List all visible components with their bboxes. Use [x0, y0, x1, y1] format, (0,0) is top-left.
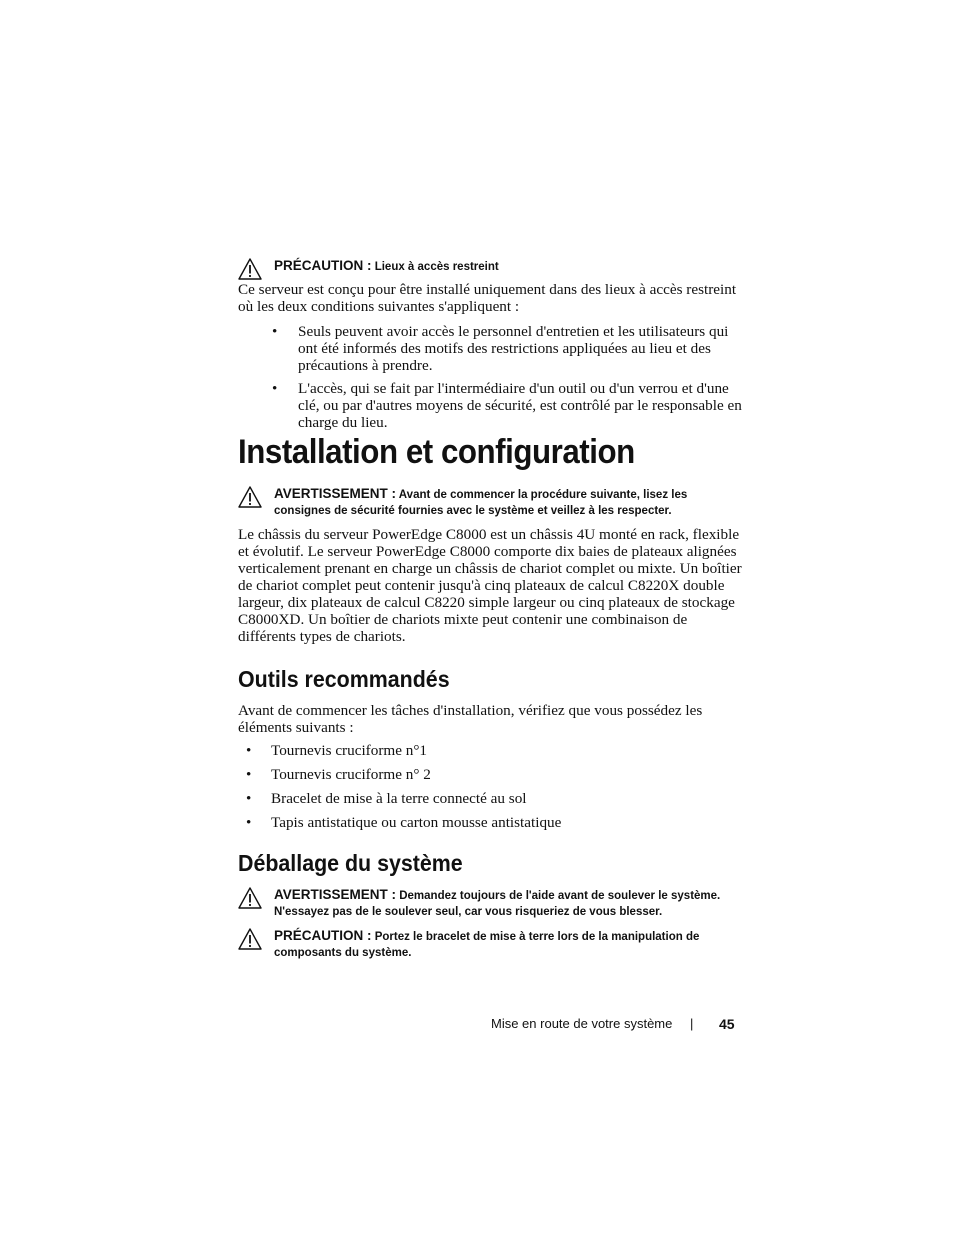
warning-message: Demandez toujours de l'aide avant de soulever le système. N'essayez pas de le soulever seul, car vous risqueriez de vous blesser.: [274, 890, 721, 918]
list-item-text: Tapis antistatique ou carton mousse antistatique: [271, 814, 562, 831]
list-item-text: Bracelet de mise à la terre connecté au sol: [271, 790, 527, 807]
footer-chapter-title: Mise en route de votre système: [491, 1016, 673, 1031]
list-item-text: L'accès, qui se fait par l'intermédiaire d'un outil ou d'un verrou et d'une clé, ou par d'autres moyens de sécurité, est contrôlé par le responsable en charge du lieu.: [298, 380, 742, 431]
caution-notice-wrist-strap: [238, 928, 738, 961]
caution-triangle-icon: [238, 928, 262, 950]
list-item: [238, 814, 743, 831]
unpacking-heading: Déballage du système: [238, 850, 463, 876]
section-title: Installation et configuration: [238, 433, 635, 471]
footer-separator: |: [690, 1016, 694, 1031]
tools-intro: Avant de commencer les tâches d'installation, vérifiez que vous possédez les éléments suivants :: [238, 702, 703, 736]
list-item-text: Tournevis cruciforme n° 2: [271, 766, 431, 783]
caution-message: Lieux à accès restreint: [374, 261, 499, 273]
caution-label: PRÉCAUTION :: [274, 928, 372, 943]
caution-text: [274, 258, 738, 275]
list-item: [238, 380, 743, 431]
caution-notice-restricted-access: [238, 258, 738, 275]
list-item: [238, 790, 743, 807]
caution-label: PRÉCAUTION :: [274, 258, 372, 273]
warning-label: AVERTISSEMENT :: [274, 887, 397, 902]
tools-list: [238, 742, 743, 831]
bullet: •: [246, 814, 252, 831]
bullet: •: [272, 323, 278, 340]
list-item-text: Seuls peuvent avoir accès le personnel d'entretien et les utilisateurs qui ont été informés des motifs des restrictions appliquées au lieu et des précautions à prendre.: [298, 323, 729, 374]
list-item-text: Tournevis cruciforme n°1: [271, 742, 427, 759]
bullet: •: [246, 766, 252, 783]
warning-label: AVERTISSEMENT :: [274, 486, 397, 501]
list-item: [238, 766, 743, 783]
chassis-description: Le châssis du serveur PowerEdge C8000 est un châssis 4U monté en rack, flexible et évolutif. Le serveur PowerEdge C8000 comporte dix baies de plateaux alignées verticalement prenant en charge un châssis de chariot complet ou mixte. Un boîtier de chariot complet peut contenir jusqu'à cinq plateaux de calcul C8220X double largeur, dix plateaux de calcul C8220 simple largeur ou cinq plateaux de stockage C8000XD. Un boîtier de chariots mixte peut contenir une combinaison de différents types de chariots.: [238, 526, 742, 645]
bullet: •: [246, 790, 252, 807]
caution-text: [274, 928, 738, 961]
warning-triangle-icon: [238, 887, 262, 909]
list-item: [238, 323, 743, 374]
page-number: 45: [719, 1016, 735, 1032]
caution-message: Portez le bracelet de mise à terre lors de la manipulation de composants du système.: [274, 931, 700, 959]
bullet: •: [246, 742, 252, 759]
warning-notice-safety: [238, 486, 738, 519]
bullet: •: [272, 380, 278, 397]
warning-triangle-icon: [238, 486, 262, 508]
restricted-access-intro: Ce serveur est conçu pour être installé uniquement dans des lieux à accès restreint où les deux conditions suivantes s'appliquent :: [238, 281, 737, 315]
list-item: [238, 742, 743, 759]
tools-heading: Outils recommandés: [238, 666, 450, 692]
warning-notice-lifting: [238, 887, 738, 920]
warning-text: [274, 887, 738, 920]
caution-triangle-icon: [238, 258, 262, 280]
warning-text: [274, 486, 738, 519]
restricted-conditions-list: [238, 323, 743, 431]
warning-message: Avant de commencer la procédure suivante, lisez les consignes de sécurité fournies avec le système et veillez à les respecter.: [274, 489, 688, 517]
